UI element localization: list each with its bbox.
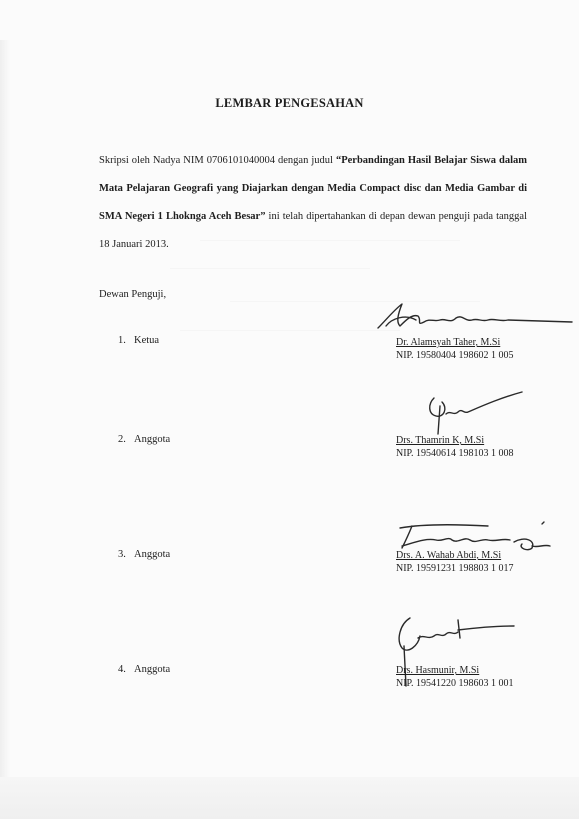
- scan-shadow: [0, 40, 10, 800]
- paragraph-intro: Skripsi oleh Nadya NIM 0706101040004 dengan judul: [99, 155, 336, 166]
- examiner-nip: NIP. 19591231 198803 1 017: [396, 563, 514, 574]
- examiner-nip: NIP. 19541220 198603 1 001: [396, 678, 514, 689]
- examiner-nip: NIP. 19580404 198602 1 005: [396, 350, 514, 361]
- scan-bottom-edge: [0, 777, 579, 819]
- examiner-2-label: [118, 434, 170, 445]
- signature-2: [418, 390, 528, 440]
- examiner-4-label: [118, 664, 170, 675]
- examiner-1-label: [118, 335, 159, 346]
- examiner-number: 2.: [118, 434, 126, 445]
- thesis-title: “Perbandingan Hasil Belajar Siswa dalam Mata Pelajaran Geografi yang Diajarkan dengan Media Compact disc dan Media Gambar di SMA Negeri 1 Lhoknga Aceh Besar”: [99, 155, 527, 222]
- show-through-line: [170, 268, 370, 269]
- examiner-name: Drs. A. Wahab Abdi, M.Si: [396, 550, 502, 561]
- examiner-role: Anggota: [134, 434, 171, 445]
- examiner-name: Drs. Thamrin K, M.Si: [396, 435, 485, 446]
- examiner-role: Anggota: [134, 664, 171, 675]
- paragraph-outro: ini telah dipertahankan di depan dewan penguji pada tanggal 18 Januari 2013.: [99, 211, 527, 250]
- examiner-role: Anggota: [134, 549, 171, 560]
- examiner-number: 1.: [118, 335, 126, 346]
- approval-paragraph: [99, 147, 527, 259]
- examiner-4-signature-block: [396, 664, 514, 690]
- examiner-1-signature-block: [396, 336, 514, 362]
- signature-1: [372, 300, 577, 340]
- examiner-name: Dr. Alamsyah Taher, M.Si: [396, 337, 501, 348]
- show-through-line: [180, 330, 400, 331]
- examiner-3-signature-block: [396, 549, 514, 575]
- examiner-nip: NIP. 19540614 198103 1 008: [396, 448, 514, 459]
- examiners-heading: Dewan Penguji,: [99, 289, 167, 300]
- page-title: LEMBAR PENGESAHAN: [215, 96, 364, 110]
- examiner-name: Drs. Hasmunir, M.Si: [396, 665, 480, 676]
- examiner-number: 4.: [118, 664, 126, 675]
- examiner-2-signature-block: [396, 434, 514, 460]
- examiner-3-label: [118, 549, 170, 560]
- examiner-number: 3.: [118, 549, 126, 560]
- examiner-role: Ketua: [134, 335, 160, 346]
